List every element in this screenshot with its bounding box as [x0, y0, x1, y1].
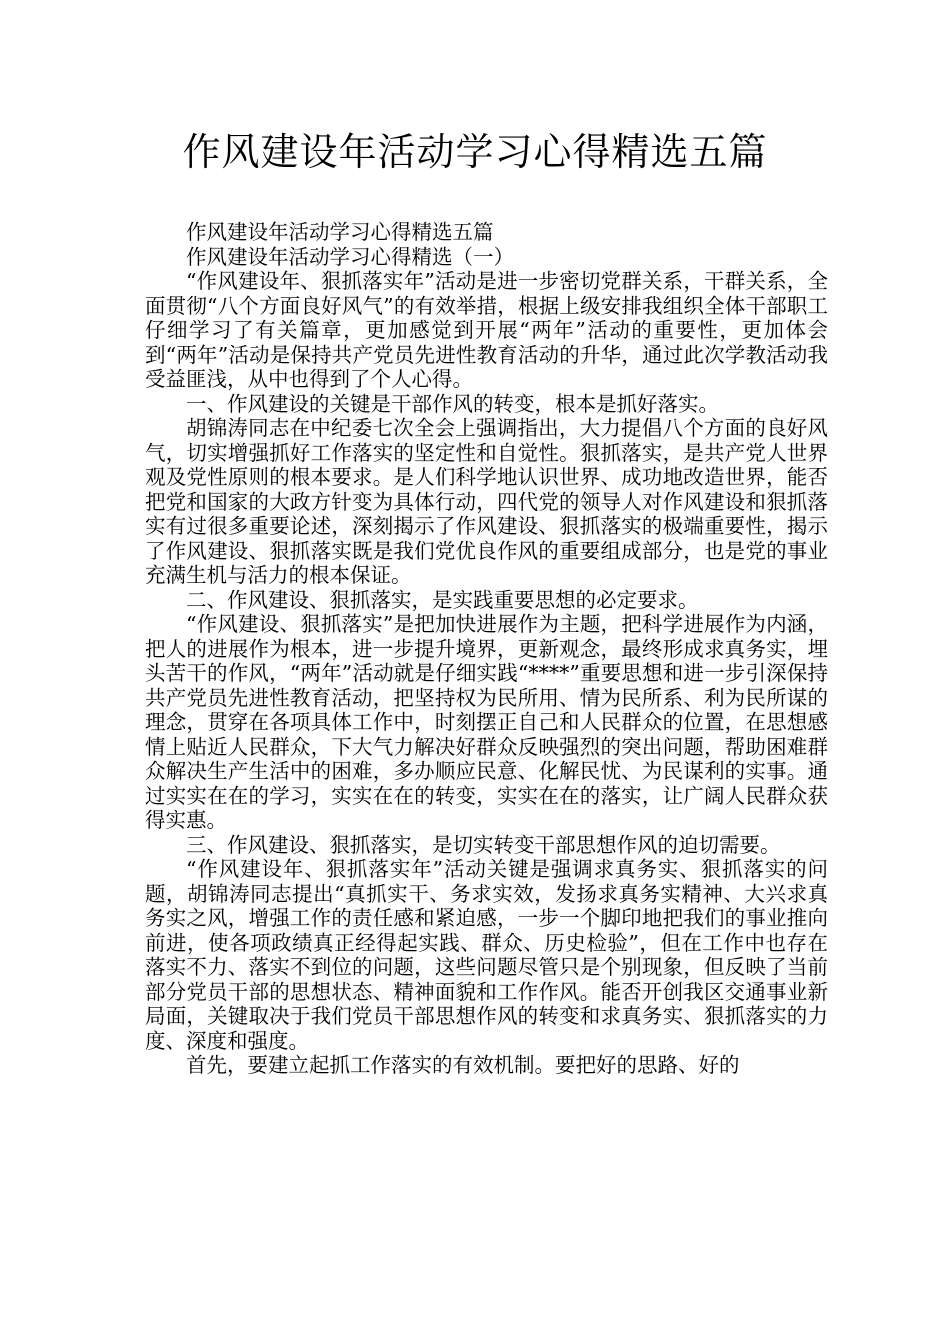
section-heading: 一、作风建设的关键是干部作风的转变，根本是抓好落实。 [186, 391, 719, 416]
paragraph: 作风建设年活动学习心得精选五篇 [186, 220, 494, 244]
section-heading: 三、作风建设、狠抓落实，是切实转变干部思想作风的迫切需要。 [186, 832, 781, 857]
section-heading: 二、作风建设、狠抓落实，是实践重要思想的必定要求。 [186, 587, 699, 612]
paragraph: 作风建设年活动学习心得精选（一） [186, 244, 514, 269]
paragraph: 胡锦涛同志在中纪委七次全会上强调指出，大力提倡八个方面的良好风气，切实增强抓好工作落实的坚定性和自觉性。狠抓落实，是共产党人世界观及党性原则的根本要求。是人们科学地认识世界、成功地改造世界，能否把党和国家的大政方针变为具体行动，四代党的领导人对作风建设和狠抓落实有过很多重要论述，深刻揭示了作风建设、狠抓落实的极端重要性，揭示了作风建设、狠抓落实既是我们党优良作风的重要组成部分，也是党的事业充满生机与活力的根本保证。 [145, 416, 828, 587]
paragraph: “作风建设年、狠抓落实年”活动是进一步密切党群关系，干群关系，全面贯彻“八个方面良好风气”的有效举措，根据上级安排我组织全体干部职工仔细学习了有关篇章，更加感觉到开展“两年”活动的重要性，更加体会到“两年”活动是保持共产党员先进性教育活动的升华，通过此次学教活动我受益匪浅，从中也得到了个人心得。 [145, 269, 828, 391]
document-body [145, 220, 828, 1078]
document-title: 作风建设年活动学习心得精选五篇 [182, 130, 768, 174]
paragraph: “作风建设年、狠抓落实年”活动关键是强调求真务实、狠抓落实的问题，胡锦涛同志提出“真抓实干、务求实效，发扬求真务实精神、大兴求真务实之风，增强工作的责任感和紧迫感，一步一个脚印地把我们的事业推向前进，使各项政绩真正经得起实践、群众、历史检验”，但在工作中也存在落实不力、落实不到位的问题，这些问题尽管只是个别现象，但反映了当前部分党员干部的思想状态、精神面貌和工作作风。能否开创我区交通事业新局面，关键取决于我们党员干部思想作风的转变和求真务实、狠抓落实的力度、深度和强度。 [145, 857, 828, 1053]
paragraph: “作风建设、狠抓落实”是把加快进展作为主题，把科学进展作为内涵，把人的进展作为根本，进一步提升境界，更新观念，最终形成求真务实，埋头苦干的作风，“两年”活动就是仔细实践“****”重要思想和进一步引深保持共产党员先进性教育活动，把坚持权为民所用、情为民所系、利为民所谋的理念，贯穿在各项具体工作中，时刻摆正自己和人民群众的位置，在思想感情上贴近人民群众，下大气力解决好群众反映强烈的突出问题，帮助困难群众解决生产生活中的困难，多办顺应民意、化解民忧、为民谋利的实事。通过实实在在的学习，实实在在的转变，实实在在的落实，让广阔人民群众获得实惠。 [145, 612, 828, 832]
paragraph: 首先，要建立起抓工作落实的有效机制。要把好的思路、好的 [186, 1053, 740, 1077]
